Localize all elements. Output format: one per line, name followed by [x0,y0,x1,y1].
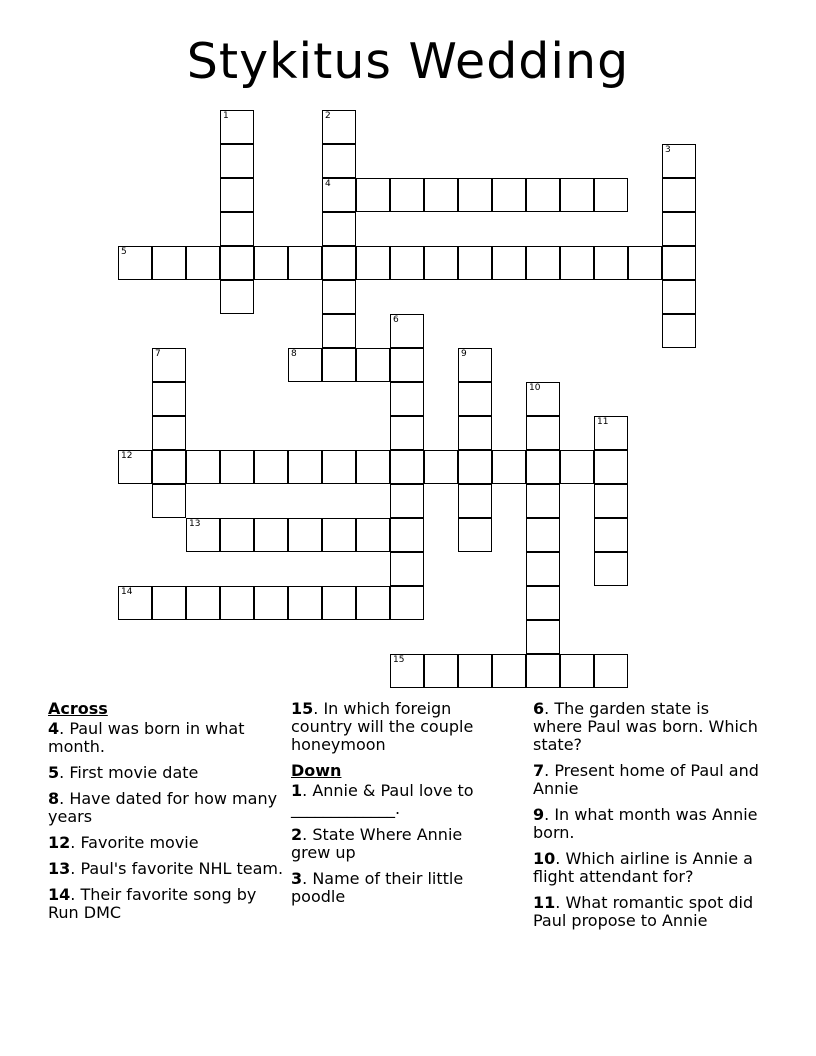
clue-across-15: 15. In which foreign country will the couple honeymoon [291,699,474,754]
clue-across-14: 14. Their favorite song by Run DMC [48,885,257,922]
grid-cell[interactable] [356,348,390,382]
cell-number: 5 [121,247,127,257]
grid-cell[interactable] [526,620,560,654]
grid-cell[interactable] [322,586,356,620]
clues-column-2 [291,700,491,914]
clue-down-11: 11. What romantic spot did Paul propose to Annie [533,893,754,930]
grid-cell[interactable] [322,110,356,144]
grid-cell[interactable] [390,178,424,212]
grid-cell[interactable] [594,450,628,484]
grid-cell[interactable] [152,348,186,382]
cell-number: 7 [155,349,161,359]
cell-number: 4 [325,179,331,189]
clue-across-4: 4. Paul was born in what month. [48,719,245,756]
clue-down-10: 10. Which airline is Annie a flight attendant for? [533,849,753,886]
grid-cell[interactable] [322,212,356,246]
grid-cell[interactable] [390,484,424,518]
clue-across-12: 12. Favorite movie [48,833,199,852]
grid-cell[interactable] [458,382,492,416]
cell-number: 15 [393,655,405,665]
grid-cell[interactable] [526,382,560,416]
grid-cell[interactable] [594,416,628,450]
grid-cell[interactable] [220,110,254,144]
grid-cell[interactable] [594,246,628,280]
grid-cell[interactable] [322,144,356,178]
grid-cell[interactable] [322,178,356,212]
grid-cell[interactable] [424,246,458,280]
grid-cell[interactable] [526,518,560,552]
grid-cell[interactable] [322,246,356,280]
grid-cell[interactable] [254,246,288,280]
grid-cell[interactable] [458,654,492,688]
grid-cell[interactable] [458,484,492,518]
cell-number: 11 [597,417,609,427]
grid-cell[interactable] [288,246,322,280]
grid-cell[interactable] [594,178,628,212]
grid-cell[interactable] [152,586,186,620]
cell-number: 14 [121,587,133,597]
grid-cell[interactable] [390,314,424,348]
grid-cell[interactable] [152,484,186,518]
grid-cell[interactable] [594,518,628,552]
clue-down-7: 7. Present home of Paul and Annie [533,761,759,798]
cell-number: 9 [461,349,467,359]
grid-cell[interactable] [186,246,220,280]
across-heading: Across [48,699,108,718]
grid-cell[interactable] [492,450,526,484]
grid-cell[interactable] [424,654,458,688]
grid-cell[interactable] [152,246,186,280]
grid-cell[interactable] [356,586,390,620]
grid-cell[interactable] [560,178,594,212]
grid-cell[interactable] [220,144,254,178]
grid-cell[interactable] [458,246,492,280]
grid-cell[interactable] [220,178,254,212]
grid-cell[interactable] [390,518,424,552]
grid-cell[interactable] [220,212,254,246]
grid-cell[interactable] [458,416,492,450]
grid-cell[interactable] [288,348,322,382]
grid-cell[interactable] [662,280,696,314]
grid-cell[interactable] [526,484,560,518]
clue-across-8: 8. Have dated for how many years [48,789,278,826]
clue-across-13: 13. Paul's favorite NHL team. [48,859,284,878]
grid-cell[interactable] [458,348,492,382]
clue-down-9: 9. In what month was Annie born. [533,805,758,842]
clue-across-5: 5. First movie date [48,763,199,782]
grid-cell[interactable] [594,552,628,586]
grid-cell[interactable] [390,416,424,450]
grid-cell[interactable] [186,586,220,620]
grid-cell[interactable] [322,280,356,314]
clue-down-2: 2. State Where Annie grew up [291,825,463,862]
grid-cell[interactable] [152,382,186,416]
cell-number: 3 [665,145,671,155]
grid-cell[interactable] [288,450,322,484]
cell-number: 13 [189,519,201,529]
grid-cell[interactable] [322,348,356,382]
cell-number: 10 [529,383,541,393]
grid-cell[interactable] [594,654,628,688]
cell-number: 6 [393,315,399,325]
grid-cell[interactable] [628,246,662,280]
grid-cell[interactable] [560,246,594,280]
grid-cell[interactable] [492,178,526,212]
grid-cell[interactable] [322,450,356,484]
grid-cell[interactable] [662,178,696,212]
grid-cell[interactable] [560,654,594,688]
grid-cell[interactable] [526,654,560,688]
grid-cell[interactable] [118,246,152,280]
grid-cell[interactable] [458,518,492,552]
grid-cell[interactable] [288,586,322,620]
grid-cell[interactable] [254,586,288,620]
grid-cell[interactable] [662,144,696,178]
grid-cell[interactable] [424,450,458,484]
grid-cell[interactable] [526,178,560,212]
clue-down-1: 1. Annie & Paul love to _____________. [291,781,474,818]
grid-cell[interactable] [220,246,254,280]
grid-cell[interactable] [288,518,322,552]
grid-cell[interactable] [526,246,560,280]
clues-column-3 [533,700,763,938]
clue-down-6: 6. The garden state is where Paul was born. Which state? [533,699,758,754]
grid-cell[interactable] [526,450,560,484]
grid-cell[interactable] [356,518,390,552]
grid-cell[interactable] [390,348,424,382]
grid-cell[interactable] [220,450,254,484]
grid-cell[interactable] [390,246,424,280]
grid-cell[interactable] [186,450,220,484]
grid-cell[interactable] [662,212,696,246]
clue-down-3: 3. Name of their little poodle [291,869,464,906]
grid-cell[interactable] [424,178,458,212]
grid-cell[interactable] [152,450,186,484]
grid-cell[interactable] [356,178,390,212]
grid-cell[interactable] [560,450,594,484]
grid-cell[interactable] [254,450,288,484]
grid-cell[interactable] [118,586,152,620]
grid-cell[interactable] [356,246,390,280]
grid-cell[interactable] [390,586,424,620]
grid-cell[interactable] [152,416,186,450]
grid-cell[interactable] [220,280,254,314]
grid-cell[interactable] [458,178,492,212]
cell-number: 1 [223,111,229,121]
grid-cell[interactable] [390,450,424,484]
grid-cell[interactable] [322,314,356,348]
grid-cell[interactable] [492,654,526,688]
grid-cell[interactable] [390,382,424,416]
cell-number: 8 [291,349,297,359]
cell-number: 2 [325,111,331,121]
grid-cell[interactable] [526,586,560,620]
grid-cell[interactable] [662,246,696,280]
clues-column-1 [48,700,288,930]
down-heading: Down [291,761,342,780]
grid-cell[interactable] [220,518,254,552]
grid-cell[interactable] [492,246,526,280]
grid-cell[interactable] [526,416,560,450]
grid-cell[interactable] [390,654,424,688]
grid-cell[interactable] [662,314,696,348]
grid-cell[interactable] [390,552,424,586]
grid-cell[interactable] [186,518,220,552]
cell-number: 12 [121,451,133,461]
grid-cell[interactable] [526,552,560,586]
page-title: Stykitus Wedding [186,33,630,90]
grid-cell[interactable] [118,450,152,484]
grid-cell[interactable] [356,450,390,484]
grid-cell[interactable] [458,450,492,484]
grid-cell[interactable] [254,518,288,552]
grid-cell[interactable] [594,484,628,518]
grid-cell[interactable] [322,518,356,552]
grid-cell[interactable] [220,586,254,620]
